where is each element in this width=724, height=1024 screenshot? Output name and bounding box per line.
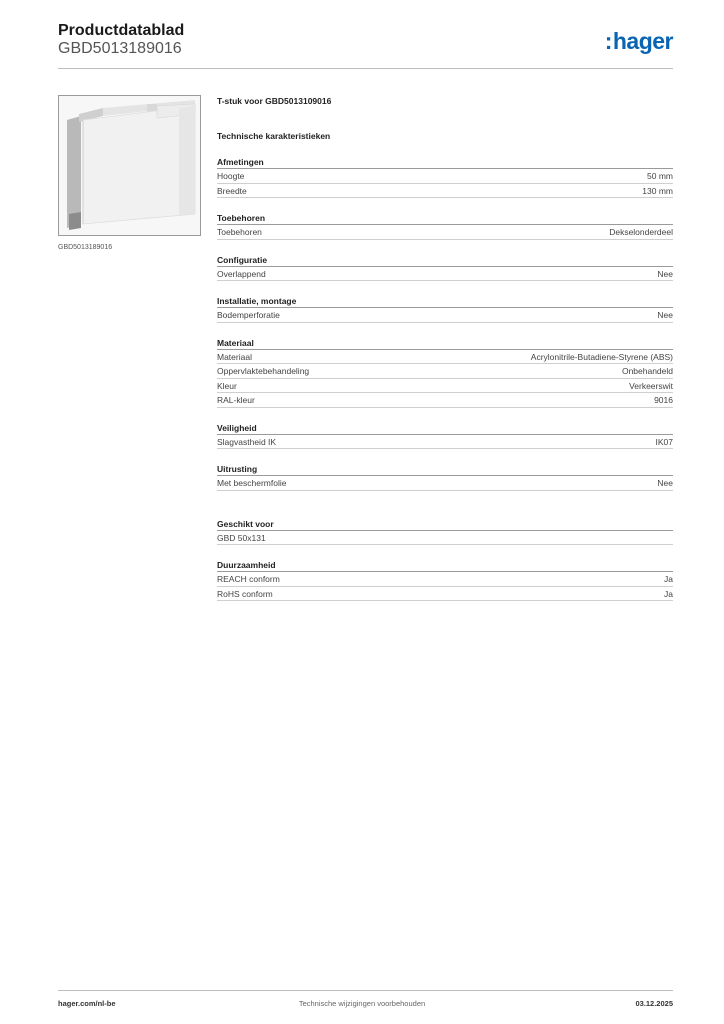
product-code: GBD5013189016 bbox=[58, 40, 182, 57]
spec-value: Nee bbox=[657, 268, 673, 279]
logo-text: hager bbox=[612, 28, 673, 54]
spec-row bbox=[217, 225, 673, 240]
spec-value: Onbehandeld bbox=[621, 366, 673, 376]
spec-label: RAL-kleur bbox=[217, 395, 255, 405]
spec-label: GBD 50x131 bbox=[217, 532, 266, 543]
hager-logo bbox=[605, 28, 673, 55]
section-title: Veiligheid bbox=[217, 421, 673, 435]
spec-value: Verkeerswit bbox=[629, 380, 673, 391]
specifications bbox=[217, 96, 673, 601]
spec-label: Met beschermfolie bbox=[217, 478, 287, 488]
spec-row bbox=[217, 435, 673, 450]
footer-date: 03.12.2025 bbox=[635, 999, 673, 1008]
section-installatie bbox=[217, 294, 673, 323]
logo-colon-mark: : bbox=[604, 28, 612, 54]
spec-label: RoHS conform bbox=[217, 588, 273, 599]
section-afmetingen bbox=[217, 155, 673, 198]
document-subtitle: Technische karakteristieken bbox=[217, 131, 331, 141]
section-title: Configuratie bbox=[217, 253, 673, 267]
section-materiaal bbox=[217, 336, 673, 408]
section-geschikt-voor bbox=[217, 517, 673, 546]
spec-row bbox=[217, 184, 673, 199]
spec-value: 9016 bbox=[654, 395, 673, 405]
spec-value: IK07 bbox=[655, 436, 673, 447]
product-photo-icon bbox=[59, 96, 200, 235]
section-title: Uitrusting bbox=[217, 462, 673, 476]
spec-value: Ja bbox=[664, 574, 673, 584]
section-title: Toebehoren bbox=[217, 211, 673, 225]
spec-row bbox=[217, 393, 673, 408]
section-title: Duurzaamheid bbox=[217, 558, 673, 572]
spec-value: Ja bbox=[664, 588, 673, 599]
page-title: Productdatablad bbox=[58, 22, 185, 39]
spec-row bbox=[217, 364, 673, 379]
section-title: Materiaal bbox=[217, 336, 673, 350]
spec-row bbox=[217, 350, 673, 365]
footer-website-link[interactable]: hager.com/nl-be bbox=[58, 999, 116, 1008]
section-uitrusting bbox=[217, 462, 673, 491]
header-divider bbox=[58, 68, 673, 69]
spec-value: 50 mm bbox=[647, 171, 673, 181]
spec-row bbox=[217, 572, 673, 587]
spec-row bbox=[217, 267, 673, 282]
product-image bbox=[58, 95, 201, 236]
spec-label: Toebehoren bbox=[217, 227, 262, 237]
section-duurzaamheid bbox=[217, 558, 673, 601]
spec-row bbox=[217, 379, 673, 394]
footer-divider bbox=[58, 990, 673, 991]
section-title: Geschikt voor bbox=[217, 517, 673, 531]
section-toebehoren bbox=[217, 211, 673, 240]
spec-row bbox=[217, 476, 673, 491]
spec-value: Nee bbox=[657, 310, 673, 320]
spec-label: Materiaal bbox=[217, 351, 252, 362]
spec-label: Hoogte bbox=[217, 171, 245, 181]
spec-label: Oppervlaktebehandeling bbox=[217, 366, 310, 376]
spec-row bbox=[217, 308, 673, 323]
section-configuratie bbox=[217, 253, 673, 282]
spec-row bbox=[217, 169, 673, 184]
footer-notice: Technische wijzigingen voorbehouden bbox=[298, 999, 426, 1008]
image-caption: GBD5013189016 bbox=[58, 244, 113, 251]
spec-value: Dekselonderdeel bbox=[609, 227, 673, 237]
spec-label: Breedte bbox=[217, 185, 247, 196]
spec-label: Bodemperforatie bbox=[217, 310, 280, 320]
spec-label: Slagvastheid IK bbox=[217, 436, 277, 447]
section-title: Installatie, montage bbox=[217, 294, 673, 308]
spec-label: Kleur bbox=[217, 380, 237, 391]
spec-row bbox=[217, 531, 673, 546]
document-title: T-stuk voor GBD5013109016 bbox=[217, 96, 332, 106]
spec-value: Nee bbox=[657, 478, 673, 488]
section-title: Afmetingen bbox=[217, 155, 673, 169]
spec-label: REACH conform bbox=[217, 574, 280, 584]
section-veiligheid bbox=[217, 421, 673, 450]
spec-value: 130 mm bbox=[642, 185, 673, 196]
spec-row bbox=[217, 587, 673, 602]
spec-value: Acrylonitrile-Butadiene-Styrene (ABS) bbox=[530, 351, 673, 362]
spec-label: Overlappend bbox=[217, 268, 266, 279]
